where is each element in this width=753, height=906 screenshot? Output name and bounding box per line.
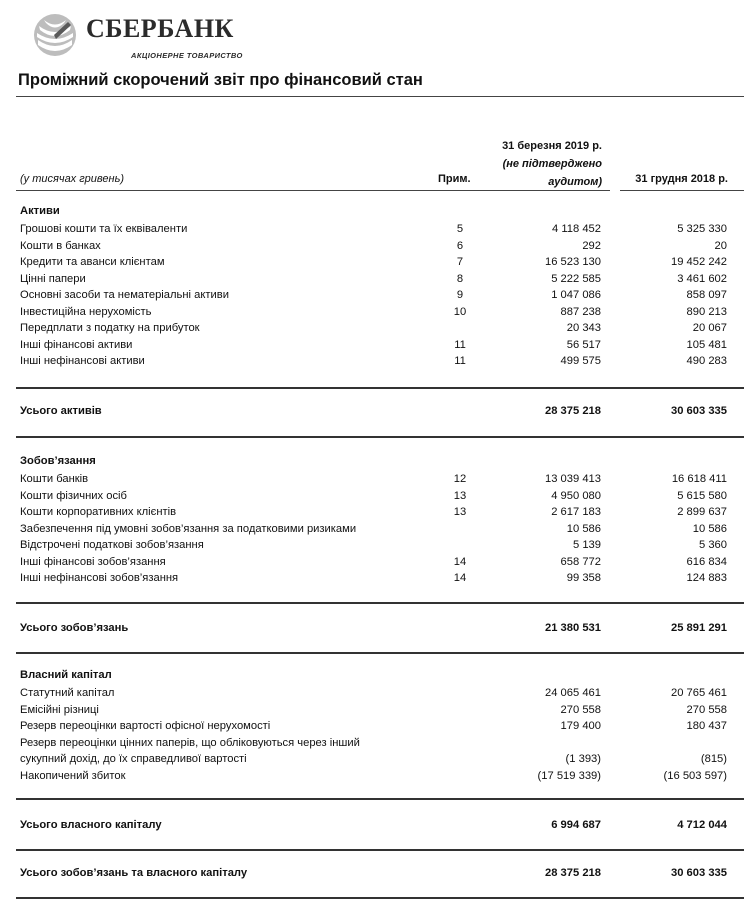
value-march-2019: 5 139 [573,539,601,551]
value-december-2018: 20 [714,239,727,252]
table-row [0,488,753,504]
value-december-2018: 19 452 242 [671,256,727,268]
value-march-2019: (1 393) [565,753,601,765]
table-row [0,504,753,520]
total-row-assets [0,403,753,419]
row-label: Резерв переоцінки цінних паперів, що обліковуються через інший [20,736,360,749]
value-december-2018: (815) [700,753,727,765]
row-label: Усього зобов’язань та власного капіталу [20,867,248,879]
section-divider [16,436,744,438]
value-december-2018: 5 360 [699,539,727,551]
value-march-2019: 21 380 531 [545,622,601,634]
value-march-2019: 4 118 452 [552,223,601,235]
value-december-2018: 25 891 291 [671,622,727,634]
value-march-2019: 28 375 218 [545,867,601,879]
note-number: 14 [453,572,467,584]
note-column-header: Прим. [438,173,471,185]
table-row [0,337,753,353]
table-row [0,353,753,369]
value-march-2019: 179 400 [560,720,601,732]
sberbank-logo [24,8,244,64]
section-heading-liabilities: Зобов’язання [20,455,96,467]
note-number: 12 [453,473,467,485]
table-row [0,304,753,320]
row-label: Накопичений збиток [20,769,126,782]
note-number: 13 [453,489,467,502]
row-label: Емісійні різниці [20,703,99,716]
value-march-2019: 56 517 [566,338,601,351]
note-number: 6 [456,239,464,252]
value-december-2018: 20 765 461 [671,687,727,699]
section-divider [16,798,744,800]
table-row [0,702,753,718]
row-label: Резерв переоцінки вартості офісної нерухомості [20,720,271,732]
table-row [0,271,753,287]
section-divider [16,849,744,851]
row-label: Забезпечення під умовні зобов’язання за податковими ризиками [20,522,357,535]
table-row [0,768,753,784]
table-row [0,521,753,537]
value-march-2019: 10 586 [566,522,601,535]
value-december-2018: 16 618 411 [671,473,727,485]
row-label: Інші фінансові активи [20,338,133,351]
column-header-audit: аудитом) [548,176,602,188]
column-header-unaudited: (не підтверджено [502,158,602,170]
row-label: Усього власного капіталу [20,819,162,831]
note-number: 5 [456,223,464,235]
row-label: Кошти корпоративних клієнтів [20,506,177,518]
row-label: Кредити та аванси клієнтам [20,256,165,268]
value-march-2019: 1 047 086 [551,289,601,301]
value-december-2018: 616 834 [686,555,727,568]
table-row [0,221,753,237]
table-row [0,320,753,336]
value-march-2019: 499 575 [560,355,601,367]
section-divider [16,652,744,654]
value-december-2018: 30 603 335 [671,867,727,879]
value-march-2019: 292 [582,239,601,252]
table-row [0,238,753,254]
table-row [0,685,753,701]
note-number: 7 [456,256,464,268]
header-divider [16,190,610,191]
row-label: Грошові кошти та їх еквіваленти [20,223,188,235]
value-december-2018: 890 213 [686,305,727,318]
title-divider [16,96,744,97]
value-march-2019: 5 222 585 [551,272,601,285]
table-row [0,471,753,487]
table-row [0,537,753,553]
row-label: Інші нефінансові зобов’язання [20,572,179,584]
value-december-2018: 490 283 [686,355,727,367]
value-december-2018: 30 603 335 [671,405,727,417]
row-label: Інші фінансові зобов’язання [20,555,166,568]
value-december-2018: 4 712 044 [677,819,727,831]
value-march-2019: 6 994 687 [551,819,601,831]
value-march-2019: 16 523 130 [545,256,601,268]
row-label: Інвестиційна нерухомість [20,305,152,318]
bottom-divider [16,897,744,899]
table-row [0,718,753,734]
row-label: Кошти в банках [20,239,101,252]
section-divider [16,387,744,389]
row-label: Цінні папери [20,272,86,285]
row-label: Кошти фізичних осіб [20,489,127,502]
section-divider [16,602,744,604]
table-row [0,554,753,570]
row-label: Інші нефінансові активи [20,355,145,367]
value-december-2018: 105 481 [686,338,727,351]
total-row-liabilities [0,620,753,636]
value-december-2018: 5 325 330 [677,223,727,235]
table-row [0,254,753,270]
table-row [0,751,753,767]
table-row [0,287,753,303]
row-label: Кошти банків [20,473,89,485]
note-number: 9 [456,289,464,301]
value-december-2018: 270 558 [686,703,727,716]
value-march-2019: 4 950 080 [551,489,601,502]
value-december-2018: 2 899 637 [677,506,727,518]
row-label: Передплати з податку на прибуток [20,322,200,334]
section-heading-equity: Власний капітал [20,669,112,681]
value-march-2019: 20 343 [566,322,601,334]
section-heading-assets: Активи [20,205,60,217]
logo-subtitle: АКЦІОНЕРНЕ ТОВАРИСТВО [131,51,243,60]
grand-total-row [0,865,753,881]
logo-name: СБЕРБАНК [86,14,234,43]
row-label: Усього активів [20,405,102,417]
row-label: Усього зобов’язань [20,622,129,634]
value-march-2019: 2 617 183 [551,506,601,518]
value-december-2018: 858 097 [686,289,727,301]
value-december-2018: 10 586 [692,522,727,535]
value-march-2019: 99 358 [566,572,601,584]
column-header-date: 31 березня 2019 р. [502,140,602,152]
value-march-2019: 13 039 413 [545,473,601,485]
value-december-2018: 5 615 580 [677,489,727,502]
value-december-2018: 3 461 602 [677,272,727,285]
value-december-2018: 20 067 [692,322,727,334]
note-number: 8 [456,272,464,285]
value-march-2019: 887 238 [560,305,601,318]
note-number: 10 [453,305,467,318]
value-march-2019: 658 772 [560,555,601,568]
table-row [0,735,753,751]
note-number: 11 [454,338,466,351]
note-number: 14 [453,555,467,568]
value-march-2019: 24 065 461 [545,687,601,699]
value-december-2018: 124 883 [686,572,727,584]
value-december-2018: 180 437 [686,720,727,732]
units-label: (у тисячах гривень) [20,173,125,185]
total-row-equity [0,817,753,833]
row-label: Основні засоби та нематеріальні активи [20,289,229,301]
table-row [0,570,753,586]
note-number: 11 [454,355,466,367]
page-title: Проміжний скорочений звіт про фінансовий стан [18,71,423,89]
row-label: Статутний капітал [20,687,115,699]
column-header-december-2018: 31 грудня 2018 р. [635,173,728,185]
value-march-2019: 28 375 218 [545,405,601,417]
column-header-march-2019 [478,137,602,191]
header-divider [620,190,744,191]
value-march-2019: 270 558 [560,703,601,716]
sberbank-logo-icon [32,12,78,58]
row-label: сукупний дохід, до їх справедливої вартості [20,753,247,765]
value-december-2018: (16 503 597) [663,769,727,782]
value-march-2019: (17 519 339) [537,769,601,782]
row-label: Відстрочені податкові зобов’язання [20,539,204,551]
note-number: 13 [453,506,467,518]
